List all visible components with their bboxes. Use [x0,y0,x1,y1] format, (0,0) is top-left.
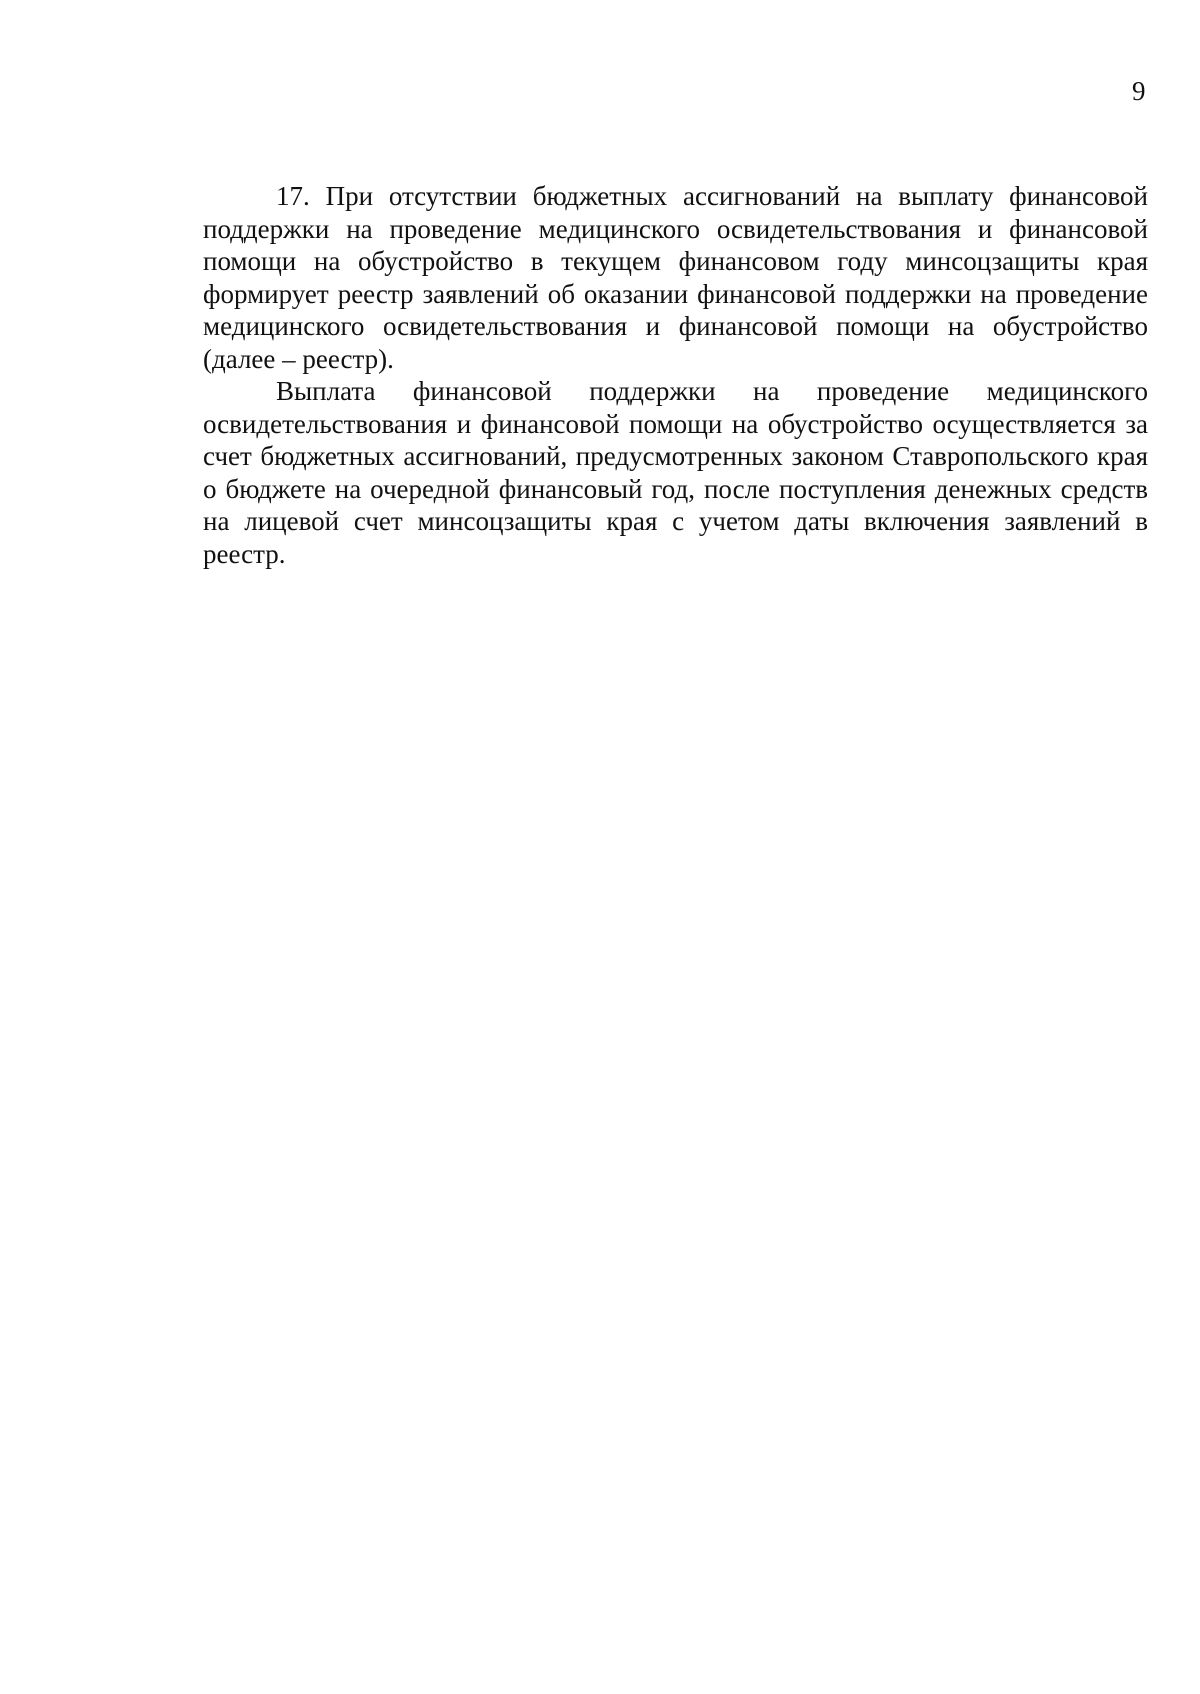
page-number: 9 [1132,76,1146,106]
paragraph-payment-source: Выплата финансовой поддержки на проведение медицинского освидетельствования и финансовой помощи на обустройство осуществляется за счет бюджетных ассигнований, предусмотренных законом Ставропольского края о бюджете на очередной финансовый год, после поступления денежных средств на лицевой счет минсоцзащиты края с учетом даты включения заявлений в реестр. [203,376,1148,569]
document-body [203,180,1148,570]
paragraph-17-registry: 17. При отсутствии бюджетных ассигнований на выплату финансовой поддержки на проведение медицинского освидетельствования и финансовой помощи на обустройство в текущем финансовом году минсоцзащиты края формирует реестр заявлений об оказании финансовой поддержки на проведение медицинского освидетельствования и финансовой помощи на обустройство (далее – реестр). [203,181,1148,374]
